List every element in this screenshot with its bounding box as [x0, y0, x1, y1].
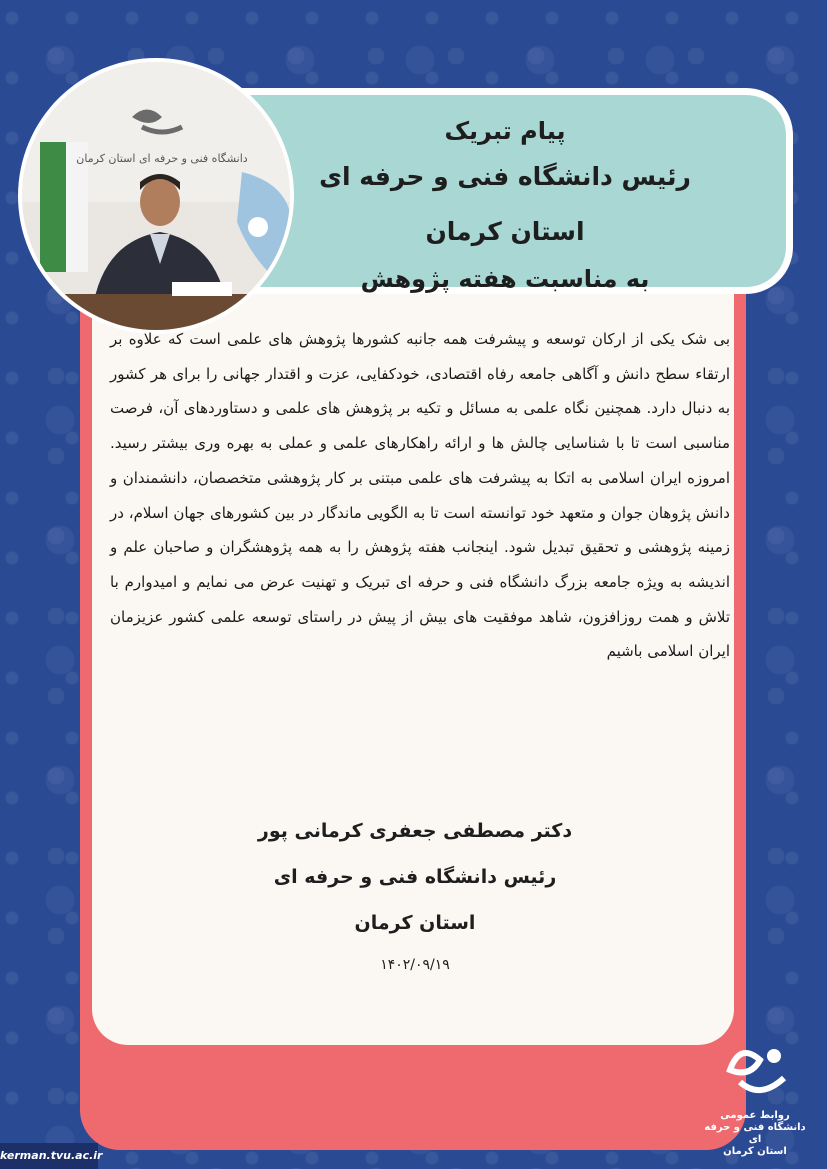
message-body: بی شک یکی از ارکان توسعه و پیشرفت همه جانبه کشورها پژوهش های علمی است که علاوه بر ارتقاء سطح دانش و آگاهی جامعه رفاه اقتصادی، خودکفایی، عزت و اقتدار جهانی را برای هر کشور به دنبال دارد. همچنین نگاه علمی به مسائل و تکیه بر پژوهش های علمی و دستاوردهای آن، فرصت مناسبی است تا با شناسایی چالش ها و ارائه راهکارهای علمی و عملی به بهره وری بیشتر رسید. امروزه ایران اسلامی به اتکا به پیشرفت های علمی مبتنی بر کار پژوهشی متخصصان، دانشمندان و دانش پژوهان جوان و متعهد خود توانسته است تا به الگویی ماندگار در بین کشورهای جهان اسلام، در زمینه پژوهشی و تحقیق تبدیل شود. اینجانب هفته پژوهش را به همه پژوهشگران و صاحبان علم و اندیشه به ویژه جامعه بزرگ دانشگاه فنی و حرفه ای تبریک و تهنیت عرض می نمایم و امیدوارم با تلاش و همت روزافزون، شاهد موفقیت های بیش از پیش در راستای توسعه علمی کشور عزیزمان ایران اسلامی باشیم	[110, 330, 730, 661]
photo-logo-caption: دانشگاه فنی و حرفه ای استان کرمان	[76, 152, 248, 165]
header-title	[280, 113, 730, 299]
logo-line-pr: روابط عمومی	[720, 1110, 790, 1121]
logo-line-university: دانشگاه فنی و حرفه ای	[704, 1122, 806, 1145]
president-photo	[22, 62, 290, 330]
signature-block	[150, 808, 680, 980]
website-url[interactable]: kerman.tvu.ac.ir	[0, 1143, 98, 1169]
signer-name: دکتر مصطفی جعفری کرمانی پور	[257, 820, 573, 842]
signer-title: رئیس دانشگاه فنی و حرفه ای	[273, 866, 557, 888]
header-line-president: رئیس دانشگاه فنی و حرفه ای استان کرمان	[319, 162, 691, 246]
header-line-occasion: به مناسبت هفته پژوهش	[360, 265, 650, 293]
public-relations-logo	[700, 1040, 810, 1165]
logo-line-province: استان کرمان	[723, 1146, 787, 1157]
signer-province: استان کرمان	[354, 912, 476, 934]
university-emblem-icon	[720, 1040, 790, 1102]
letter-date: ۱۴۰۲/۰۹/۱۹	[380, 957, 450, 973]
header-line-congrats: پیام تبریک	[444, 117, 566, 145]
